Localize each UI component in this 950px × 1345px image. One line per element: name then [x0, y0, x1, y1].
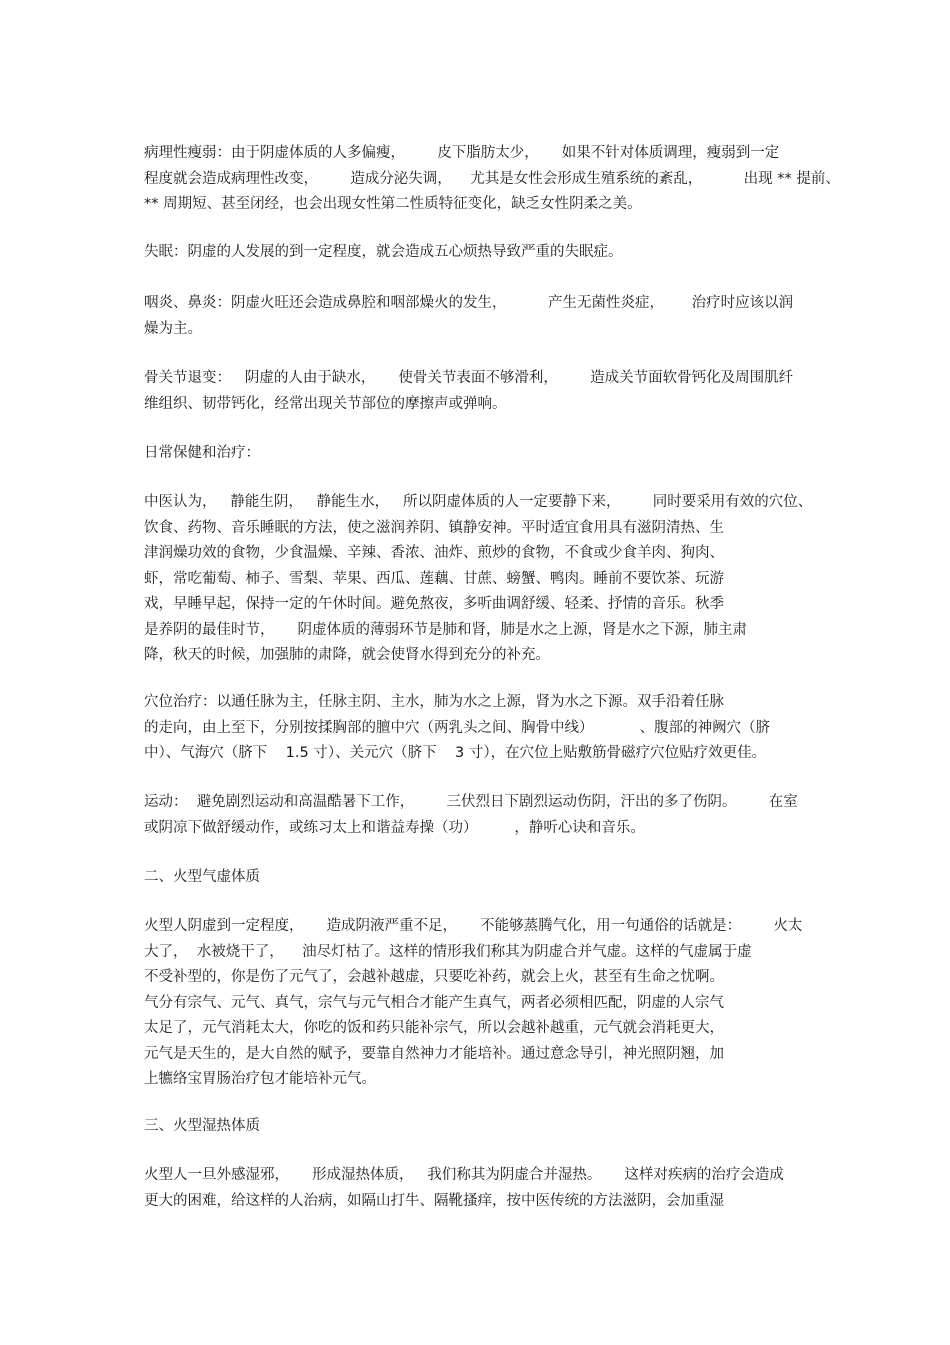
text-line: 元气是天生的，是大自然的赋予，要靠自然神力才能培补。通过意念导引，神光照阴翘，加	[144, 1045, 724, 1062]
text-line: 二、火型气虚体质	[144, 869, 260, 885]
text-line: 穴位治疗：以通任脉为主，任脉主阴、主水，肺为水之上源，肾为水之下源。双手沿着任脉	[144, 694, 724, 710]
heading-section-three	[144, 1114, 814, 1140]
text-line: 火型人阴虚到一定程度， 造成阴液严重不足， 不能够蒸腾气化，用一句通俗的话就是： 火太	[144, 918, 803, 934]
heading-daily-care	[144, 441, 814, 467]
heading-section-two	[144, 865, 814, 891]
paragraph-insomnia	[144, 240, 814, 266]
text-line: 饮食、药物、音乐睡眠的方法，使之滋润养阴、镇静安神。平时适宜食用具有滋阴清热、生	[144, 519, 724, 536]
text-line: 失眠：阴虚的人发展的到一定程度，就会造成五心烦热导致严重的失眠症。	[144, 244, 623, 260]
text-line: 骨关节退变： 阴虚的人由于缺水， 使骨关节表面不够滑利， 造成关节面软骨钙化及周围肌纤	[144, 370, 794, 386]
text-line: 的走向，由上至下，分别按揉胸部的膻中穴（两乳头之间、胸骨中线） 、腹部的神阙穴（脐	[144, 719, 771, 736]
text-line: 更大的困难，给这样的人治病，如隔山打牛、隔靴搔痒，按中医传统的方法滋阴，会加重湿	[144, 1192, 724, 1209]
text-line: 运动： 避免剧烈运动和高温酷暑下工作， 三伏烈日下剧烈运动伤阴，汗出的多了伤阴。 在室	[144, 794, 798, 810]
text-line: 或阴凉下做舒缓动作，或练习太上和谐益寿操（功） ，静听心诀和音乐。	[144, 819, 645, 836]
text-line: 虾，常吃葡萄、柿子、雪梨、苹果、西瓜、莲藕、甘蔗、螃蟹、鸭肉。睡前不要饮茶、玩游	[144, 570, 724, 587]
paragraph-exercise	[144, 790, 814, 841]
text-line: 津润燥功效的食物，少食温燥、辛辣、香浓、油炸、煎炒的食物，不食或少食羊肉、狗肉、	[144, 545, 724, 561]
text-line: 中）、气海穴（脐下 1.5 寸）、关元穴（脐下 3 寸），在穴位上贴敷筋骨磁疗穴位贴疗效更佳。	[144, 745, 767, 761]
text-line: 中医认为， 静能生阴， 静能生水， 所以阴虚体质的人一定要静下来， 同时要采用有效的穴位、	[144, 494, 813, 510]
text-line: 维组织、韧带钙化，经常出现关节部位的摩擦声或弹响。	[144, 395, 507, 412]
text-line: 三、火型湿热体质	[144, 1118, 260, 1134]
paragraph-acupoint-therapy	[144, 690, 814, 767]
text-line: 程度就会造成病理性改变， 造成分泌失调， 尤其是女性会形成生殖系统的紊乱， 出现 ** 提前、	[144, 170, 840, 187]
text-line: 火型人一旦外感湿邪， 形成湿热体质， 我们称其为阴虚合并湿热。 这样对疾病的治疗会造成	[144, 1167, 784, 1183]
paragraph-tcm-view	[144, 490, 814, 669]
text-line: 戏，早睡早起，保持一定的午休时间。避免熬夜，多听曲调舒缓、轻柔、抒情的音乐。秋季	[144, 596, 724, 612]
text-line: 不受补型的，你是伤了元气了，会越补越虚，只要吃补药，就会上火，甚至有生命之忧啊。	[144, 969, 724, 985]
text-line: 气分有宗气、元气、真气，宗气与元气相合才能产生真气，两者必须相匹配，阴虚的人宗气	[144, 994, 724, 1011]
text-line: 咽炎、鼻炎：阴虚火旺还会造成鼻腔和咽部燥火的发生， 产生无菌性炎症， 治疗时应该以润	[144, 295, 794, 311]
text-line: 燥为主。	[144, 320, 202, 337]
paragraph-pharyngitis-rhinitis	[144, 291, 814, 342]
paragraph-section-three	[144, 1163, 814, 1214]
paragraph-section-two	[144, 914, 814, 1093]
text-line: 上犥络宝胃肠治疗包才能培补元气。	[144, 1071, 376, 1087]
text-line: 降，秋天的时候，加强肺的肃降，就会使肾水得到充分的补充。	[144, 647, 550, 663]
text-line: 大了， 水被烧干了， 油尽灯枯了。这样的情形我们称其为阴虚合并气虚。这样的气虚属于虚	[144, 943, 752, 960]
text-line: 日常保健和治疗：	[144, 445, 260, 461]
text-line: 太足了，元气消耗太大，你吃的饭和药只能补宗气，所以会越补越重，元气就会消耗更大，	[144, 1020, 724, 1036]
text-line: 是养阴的最佳时节， 阴虚体质的薄弱环节是肺和肾，肺是水之上源，肾是水之下源，肺主肃	[144, 621, 748, 638]
text-line: 病理性瘦弱：由于阴虚体质的人多偏瘦， 皮下脂肪太少， 如果不针对体质调理，瘦弱到一定	[144, 145, 780, 161]
paragraph-pathological-thinness	[144, 141, 840, 218]
paragraph-bone-joint	[144, 366, 814, 417]
text-line: ** 周期短、甚至闭经，也会出现女性第二性质特征变化，缺乏女性阴柔之美。	[144, 196, 642, 212]
